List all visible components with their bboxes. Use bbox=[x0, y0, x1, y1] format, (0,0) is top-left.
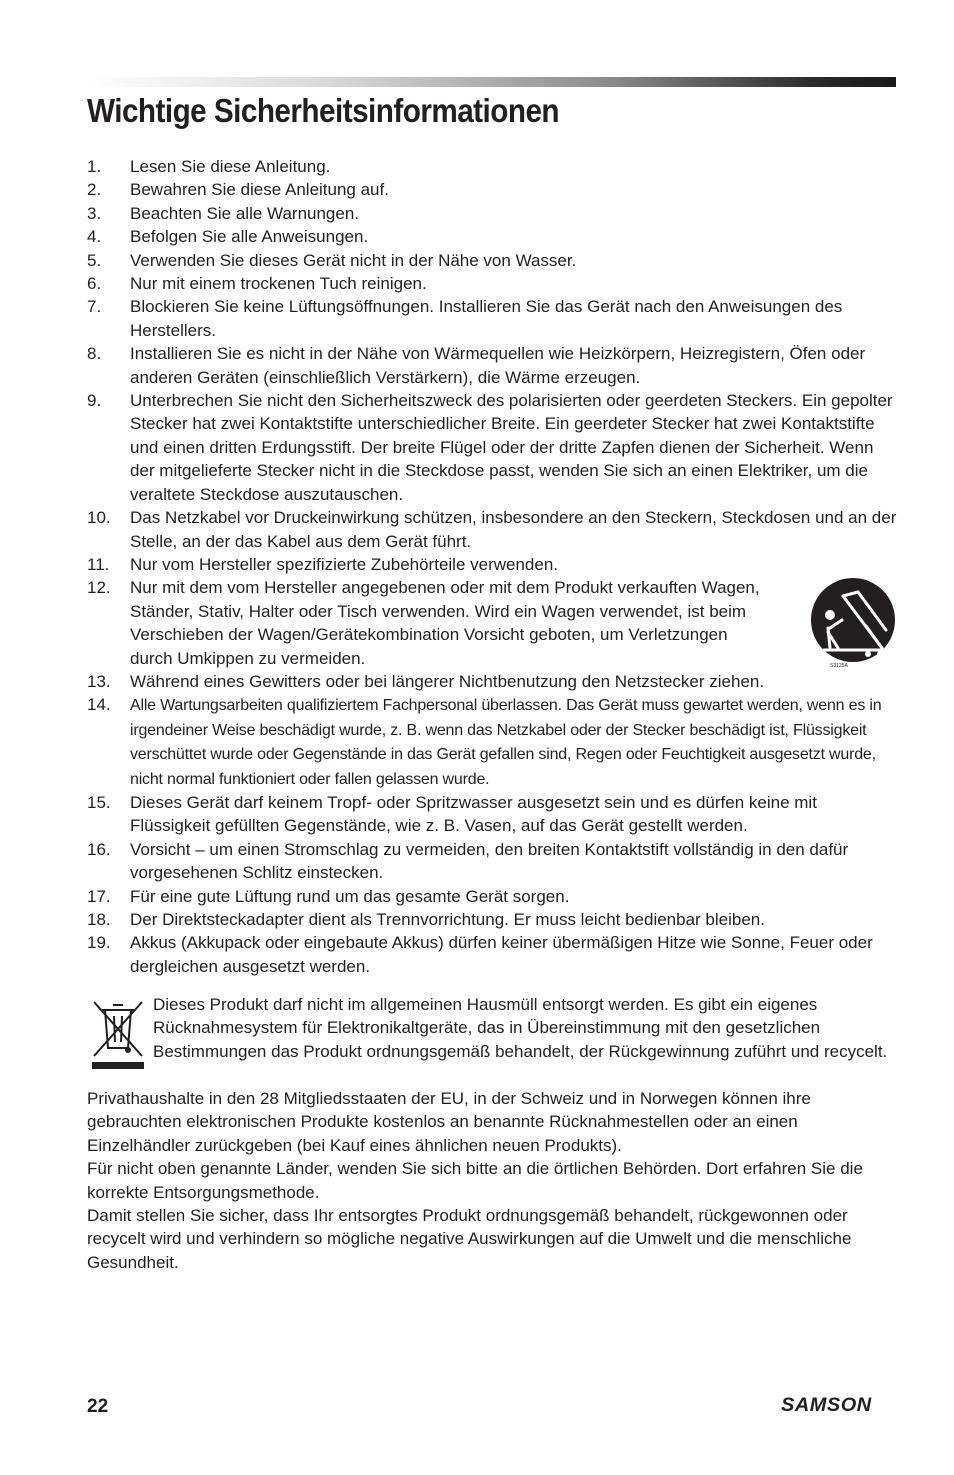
list-item bbox=[87, 885, 897, 908]
item-number: 2. bbox=[87, 180, 102, 200]
item-text: Das Netzkabel vor Druckeinwirkung schützen, insbesondere an den Steckern, Steckdosen und an der Stelle, an der das Kabel aus dem Gerät führt. bbox=[130, 508, 897, 551]
list-item bbox=[87, 506, 897, 553]
item-number: 5. bbox=[87, 250, 102, 270]
item-number: 6. bbox=[87, 274, 102, 294]
list-item bbox=[87, 295, 897, 342]
item-number: 3. bbox=[87, 203, 102, 223]
brand-logo: SAMSON bbox=[781, 1395, 872, 1416]
list-item bbox=[87, 908, 897, 931]
item-text: Lesen Sie diese Anleitung. bbox=[130, 157, 331, 176]
item-number: 15. bbox=[87, 792, 111, 812]
crossed-out-wheelie-bin-icon bbox=[90, 996, 146, 1072]
item-text: Akkus (Akkupack oder eingebaute Akkus) dürfen keiner übermäßigen Hitze wie Sonne, Feuer oder dergleichen ausgesetzt werden. bbox=[130, 933, 873, 976]
item-text: Während eines Gewitters oder bei längerer Nichtbenutzung den Netzstecker ziehen. bbox=[130, 671, 765, 691]
item-number: 1. bbox=[87, 157, 102, 176]
item-text: Blockieren Sie keine Lüftungsöffnungen. Installieren Sie das Gerät nach den Anweisungen des Herstellers. bbox=[130, 297, 843, 340]
weee-disposal-notice: Dieses Produkt darf nicht im allgemeinen Hausmüll entsorgt werden. Es gibt ein eigenes Rücknahmesystem für Elektronikaltgeräte, das in Übereinstimmung mit den gesetzlichen Bestimmungen das Produkt ordnungsgemäß behandelt, der Rückgewinnung zuführt und recycelt. bbox=[153, 995, 888, 1061]
item-number: 4. bbox=[87, 227, 102, 247]
item-text: Für eine gute Lüftung rund um das gesamte Gerät sorgen. bbox=[130, 886, 570, 906]
item-text: Alle Wartungsarbeiten qualifiziertem Fachpersonal überlassen. Das Gerät muss gewartet werden, wenn es in irgendeiner Weise beschädigt wurde, z. B. wenn das Netzkabel oder der Stecker beschädigt ist, Flüssigkeit verschüttet wurde oder Gegenstände in das Gerät gefallen sind, Regen oder Feuchtigkeit ausgesetzt wurde, nicht normal funktioniert oder fallen gelassen wurde. bbox=[130, 697, 882, 788]
list-item bbox=[87, 693, 897, 791]
list-item bbox=[87, 389, 897, 506]
header-gradient-bar bbox=[88, 77, 896, 87]
item-text: Unterbrechen Sie nicht den Sicherheitszweck des polarisierten oder geerdeten Steckers. Ein gepolter Stecker hat zwei Kontaktstifte unterschiedlicher Breite. Ein geerdeter Stecker hat zwei Kontaktstifte und einen dritten Erdungsstift. Der breite Flügel oder der dritte Zapfen dienen der Sicherheit. Wenn der mitgelieferte Stecker nicht in die Steckdose passt, wenden Sie sich an einen Elektriker, um die veraltete Steckdose auszutauschen. bbox=[130, 391, 893, 504]
disposal-paragraph: Damit stellen Sie sicher, dass Ihr entsorgtes Produkt ordnungsgemäß behandelt, rückgewonnen oder recycelt wird und verhindern so mögliche negative Auswirkungen auf die Umwelt und die menschliche Gesundheit. bbox=[87, 1206, 852, 1272]
list-item bbox=[87, 838, 897, 885]
disposal-paragraph: Für nicht oben genannte Länder, wenden Sie sich bitte an die örtlichen Behörden. Dort erfahren Sie die korrekte Entsorgungsmethode. bbox=[87, 1159, 863, 1202]
item-number: 9. bbox=[87, 391, 102, 411]
list-item bbox=[87, 791, 897, 838]
item-number: 13. bbox=[87, 671, 111, 691]
item-text: Verwenden Sie dieses Gerät nicht in der Nähe von Wasser. bbox=[130, 250, 577, 270]
item-text: Befolgen Sie alle Anweisungen. bbox=[130, 227, 369, 247]
list-item bbox=[87, 202, 897, 225]
item-text: Bewahren Sie diese Anleitung auf. bbox=[130, 180, 389, 200]
item-text: Vorsicht – um einen Stromschlag zu vermeiden, den breiten Kontaktstift vollständig in den dafür vorgesehenen Schlitz einstecken. bbox=[130, 839, 849, 883]
item-text: Beachten Sie alle Warnungen. bbox=[130, 203, 360, 223]
item-number: 19. bbox=[87, 933, 111, 953]
item-text: Nur mit einem trockenen Tuch reinigen. bbox=[130, 274, 427, 294]
page-number: 22 bbox=[87, 1396, 109, 1417]
safety-instructions-list bbox=[87, 155, 897, 978]
disposal-paragraph: Privathaushalte in den 28 Mitgliedsstaaten der EU, in der Schweiz und in Norwegen können ihre gebrauchten elektronischen Produkte kostenlos an benannte Rücknahmestellen oder an einen Einzelhändler zurückgeben (bei Kauf eines ähnlichen neuen Produkts). bbox=[87, 1089, 811, 1155]
list-item bbox=[87, 342, 897, 389]
list-item bbox=[87, 931, 897, 978]
page-title: Wichtige Sicherheitsinformationen bbox=[87, 92, 560, 129]
list-item bbox=[87, 225, 897, 248]
item-number: 11. bbox=[87, 554, 110, 574]
item-number: 18. bbox=[87, 910, 111, 929]
item-number: 12. bbox=[87, 578, 111, 598]
item-number: 7. bbox=[87, 297, 102, 317]
list-item bbox=[87, 272, 897, 295]
item-number: 17. bbox=[87, 886, 111, 906]
list-item bbox=[87, 178, 897, 201]
list-item bbox=[87, 670, 897, 693]
list-item bbox=[87, 155, 897, 178]
item-text: Nur mit dem vom Hersteller angegebenen oder mit dem Produkt verkauften Wagen, Ständer, Stativ, Halter oder Tisch verwenden. Wird ein Wagen verwendet, ist beim Verschieben der Wagen/Gerätekombination Vorsicht geboten, um Verletzungen durch Umkippen zu vermeiden. bbox=[130, 578, 760, 668]
list-item bbox=[87, 576, 897, 670]
cart-icon-caption: S3125A bbox=[830, 663, 848, 669]
disposal-paragraphs bbox=[87, 1087, 899, 1274]
item-number: 10. bbox=[87, 508, 111, 528]
item-text: Der Direktsteckadapter dient als Trennvorrichtung. Er muss leicht bedienbar bleiben. bbox=[130, 910, 765, 929]
list-item bbox=[87, 553, 897, 576]
tip-over-cart-warning-icon bbox=[808, 578, 898, 670]
item-text: Installieren Sie es nicht in der Nähe von Wärmequellen wie Heizkörpern, Heizregistern, Öfen oder anderen Geräten (einschließlich Verstärkern), die Wärme erzeugen. bbox=[130, 344, 866, 387]
item-text: Dieses Gerät darf keinem Tropf- oder Spritzwasser ausgesetzt sein und es dürfen keine mit Flüssigkeit gefüllten Gegenstände, wie z. B. Vasen, auf das Gerät gestellt werden. bbox=[130, 792, 817, 836]
item-number: 8. bbox=[87, 344, 102, 364]
item-number: 14. bbox=[87, 695, 111, 715]
item-text: Nur vom Hersteller spezifizierte Zubehörteile verwenden. bbox=[130, 554, 559, 574]
list-item bbox=[87, 249, 897, 272]
item-number: 16. bbox=[87, 839, 111, 859]
